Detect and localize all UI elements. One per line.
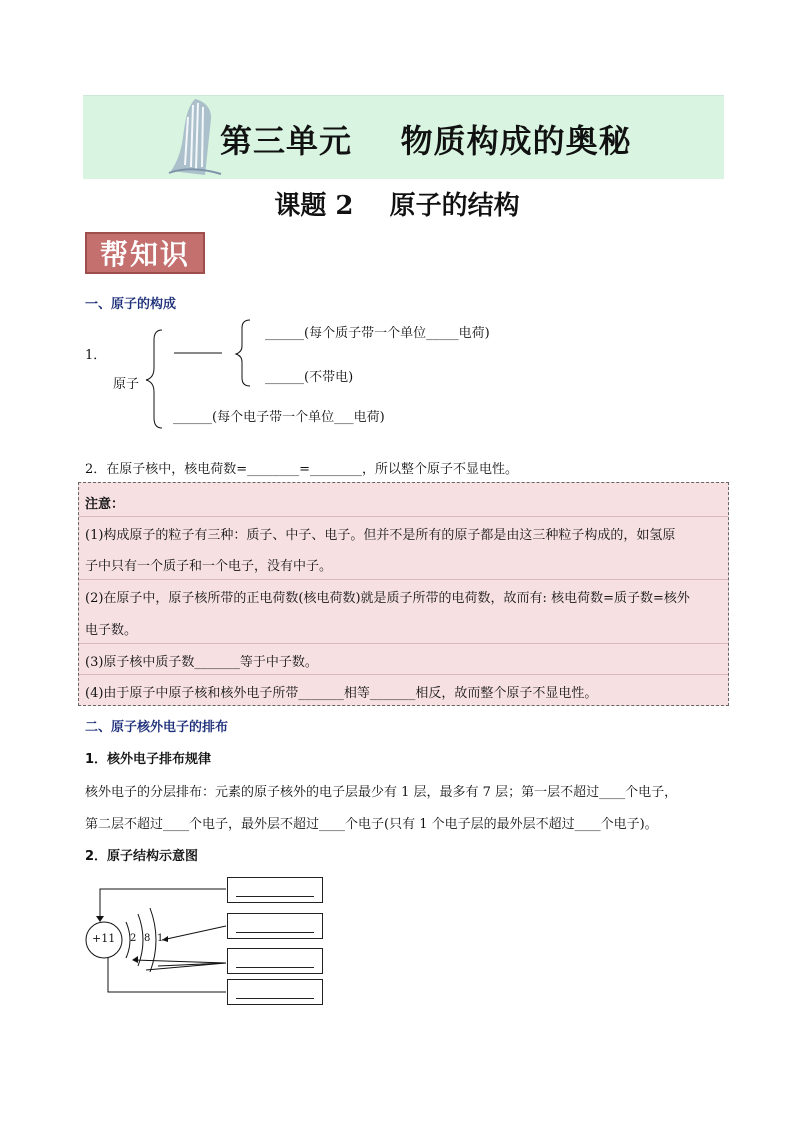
answer-box[interactable] [227,877,323,903]
note-line: (3)原子核中质子数_______等于中子数。 [85,655,318,670]
note-box [78,482,729,706]
section1-title: 一、原子的构成 [85,297,177,312]
neutron-line: ______(不带电) [265,370,354,385]
note-line: 子中只有一个质子和一个电子，没有中子。 [85,559,333,574]
nucleus-charge: +11 [92,932,116,945]
note-line: (4)由于原子中原子核和核外电子所带_______相等_______相反，故而整个原子不显电性。 [85,686,598,701]
section2-title: 二、原子核外电子的排布 [85,720,229,735]
waterfall-illustration [165,97,225,177]
shell-2-count: 8 [144,933,151,944]
lesson-title: 课题 2 原子的结构 [274,191,520,221]
note-heading: 注意： [85,497,125,512]
item1-number: 1． [85,348,107,363]
unit-title: 第三单元 物质构成的奥秘 [220,122,632,160]
note-line: (2)在原子中，原子核所带的正电荷数(核电荷数)就是质子所带的电荷数，故而有: 核电荷数=质子数=核外 [85,591,690,606]
electron-line: ______(每个电子带一个单位___电荷) [173,410,385,425]
answer-box[interactable] [227,979,323,1005]
paragraph-line: 核外电子的分层排布：元素的原子核外的电子层最少有 1 层，最多有 7 层；第一层不超过____个电子， [85,785,678,800]
subheading-2: 2．原子结构示意图 [85,849,199,864]
atom-label: 原子 [113,377,140,392]
item2-text: 2．在原子核中，核电荷数=________=________，所以整个原子不显电性。 [85,462,519,477]
answer-box[interactable] [227,948,323,974]
answer-box[interactable] [227,913,323,939]
section-tag: 帮知识 [85,232,205,274]
note-line: 电子数。 [85,623,138,638]
subheading-1: 1．核外电子排布规律 [85,752,212,767]
shell-3-count: 1 [157,933,164,944]
proton-line: ______(每个质子带一个单位_____电荷) [265,326,490,341]
shell-1-count: 2 [130,933,137,944]
paragraph-line: 第二层不超过____个电子，最外层不超过____个电子(只有 1 个电子层的最外层不超过____个电子)。 [85,817,658,832]
note-line: (1)构成原子的粒子有三种：质子、中子、电子。但并不是所有的原子都是由这三种粒子构成的，如氢原 [85,528,676,543]
